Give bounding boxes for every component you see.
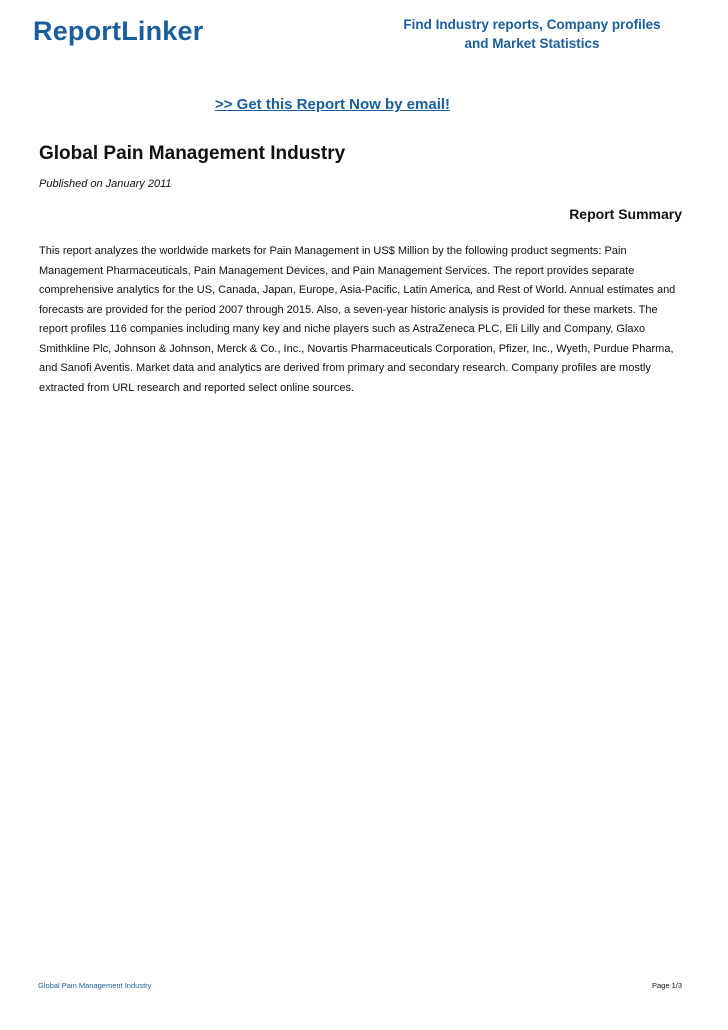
report-summary-text: This report analyzes the worldwide markets for Pain Management in US$ Million by the following product segments: Pain Management Pharmaceuticals, Pain Management Devices, and Pain Management Services. The report provides separate comprehensive analytics for the US, Canada, Japan, Europe, Asia-Pacific, Latin America, and Rest of World. Annual estimates and forecasts are provided for the period 2007 through 2015. Also, a seven-year historic analysis is provided for these markets. The report profiles 116 companies including many key and niche players such as AstraZeneca PLC, Eli Lilly and Company, Glaxo Smithkline Plc, Johnson & Johnson, Merck & Co., Inc., Novartis Pharmaceuticals Corporation, Pfizer, Inc., Wyeth, Purdue Pharma, and Sanofi Aventis. Market data and analytics are derived from primary and secondary research. Company profiles are mostly extracted from URL research and reported select online sources. <box>39 245 676 394</box>
tagline-line-2: and Market Statistics <box>464 36 600 51</box>
footer-report-link[interactable]: Global Pain Management Industry <box>38 981 152 990</box>
get-report-email-link[interactable]: >> Get this Report Now by email! <box>214 96 451 113</box>
page-number: Page 1/3 <box>651 981 682 990</box>
header-tagline <box>382 15 682 53</box>
report-summary-heading: Report Summary <box>569 206 682 222</box>
report-title: Global Pain Management Industry <box>39 143 346 164</box>
tagline-line-1: Find Industry reports, Company profiles <box>403 17 661 32</box>
published-date: Published on January 2011 <box>39 178 172 190</box>
reportlinker-logo[interactable]: ReportLinker <box>33 16 204 46</box>
